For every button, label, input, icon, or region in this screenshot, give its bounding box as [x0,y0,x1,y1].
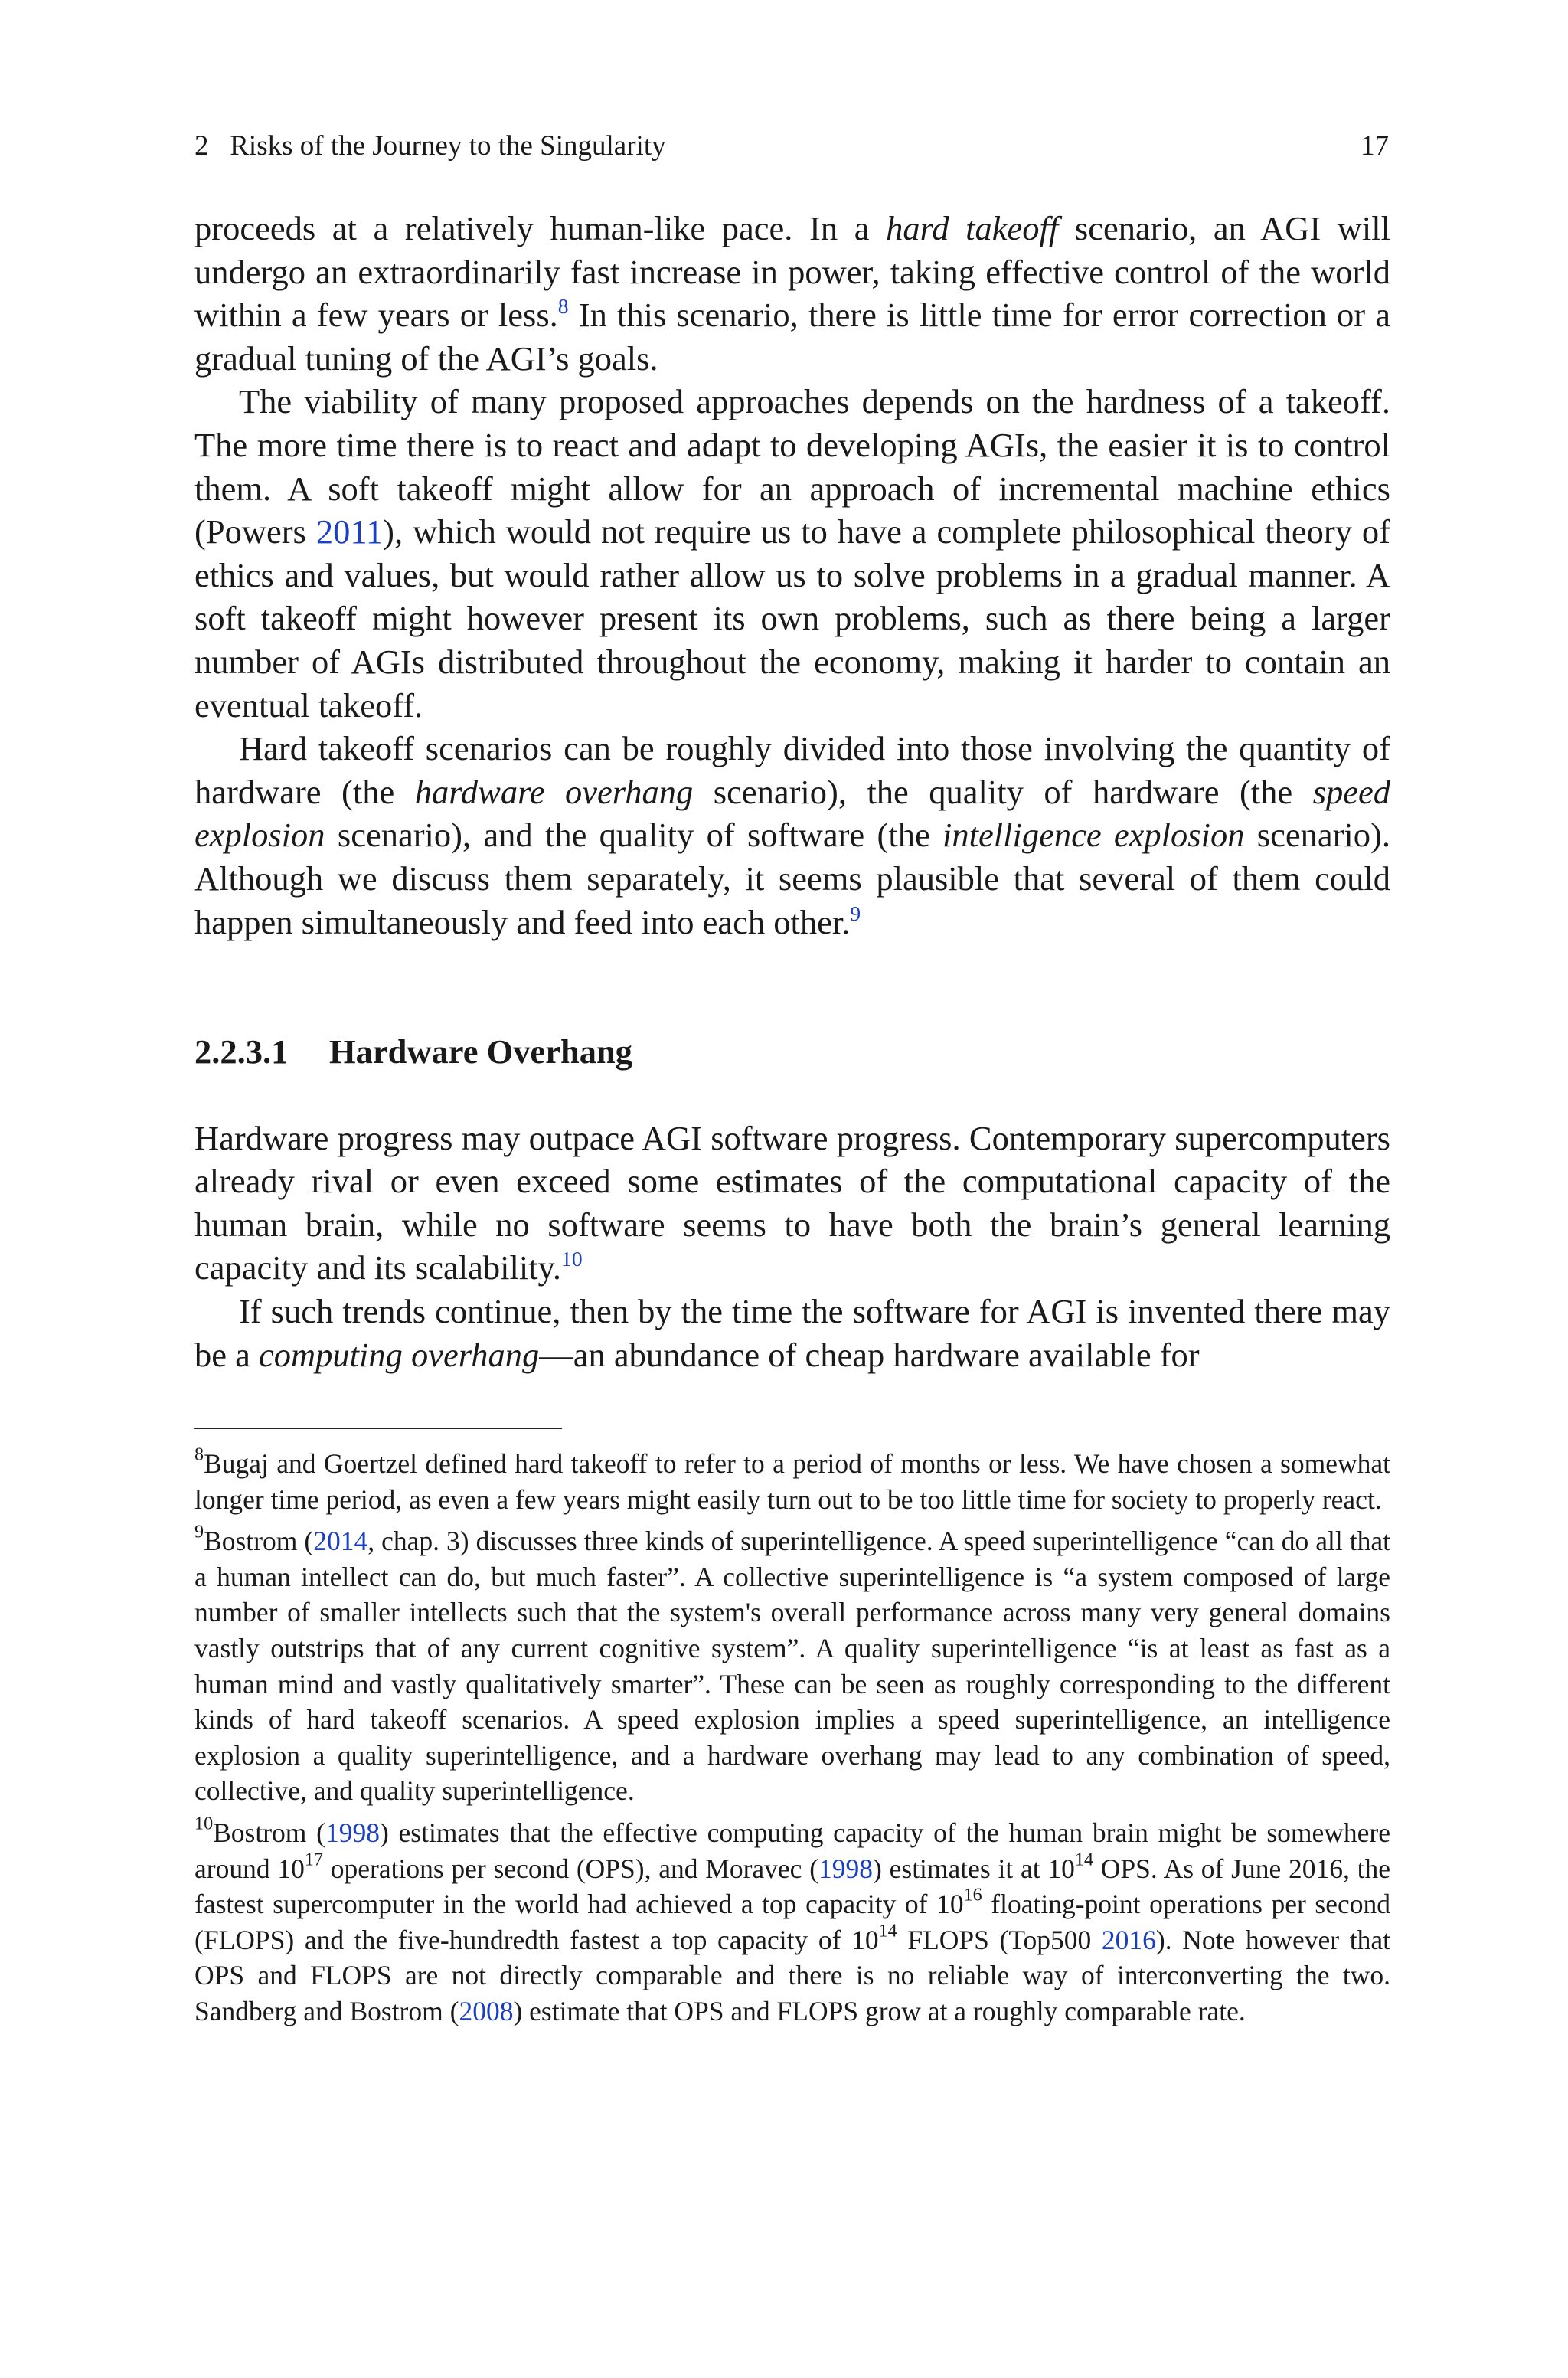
footnote-8 [194,1446,1390,1517]
text-run: The viability of many proposed approaches depends on the hardness of a takeoff. The more time there is to react and adapt to developing AGIs, the easier it is to control them. A soft takeoff might allow for an approach of incremental machine ethics (Powers [194,382,1390,551]
text-run: —an abundance of cheap hardware available for [539,1335,1200,1374]
text-run: FLOPS (Top500 [897,1924,1102,1955]
citation-link-powers-2011[interactable]: 2011 [315,512,384,551]
citation-link-bostrom-2014[interactable]: 2014 [313,1526,368,1557]
text-run: Bugaj and Goertzel defined hard takeoff to refer to a period of months or less. We have chosen a somewhat longer time period, as even a few years might easily turn out to be too little time for society to properly react. [194,1448,1390,1515]
footnote-mark: 9 [194,1521,204,1542]
footnote-mark: 10 [194,1813,214,1834]
section-heading [194,1030,1390,1074]
text-run: Bostrom ( [204,1526,314,1557]
emphasis: hard takeoff [886,209,1059,247]
text-run: If such trends continue, then by the time the software for AGI is invented there may be a [194,1292,1390,1374]
text-run: floating-point operations per second (FLOPS) and the five-hundredth fastest a top capacity of 10 [194,1889,1391,1955]
footnote-ref-9[interactable]: 9 [850,901,861,925]
chapter-number: 2 [194,130,209,162]
citation-link-top500-2016[interactable]: 2016 [1101,1924,1156,1955]
section-number: 2.2.3.1 [194,1032,289,1071]
emphasis: hardware overhang [414,772,694,811]
footnote-10 [194,1815,1390,2030]
text-run: scenario), the quality of hardware (the [693,772,1313,811]
text-run: proceeds at a relatively human-like pace. In a [194,209,887,247]
citation-link-moravec-1998[interactable]: 1998 [818,1853,874,1884]
footnote-mark: 8 [194,1444,204,1465]
text-run: Bostrom ( [213,1817,325,1848]
citation-link-sandberg-bostrom-2008[interactable]: 2008 [459,1995,514,2026]
text-run: ) estimates it at 10 [873,1853,1075,1884]
text-run: ). Note however that OPS and FLOPS are not directly comparable and there is no reliable way of interconverting the two. Sandberg and Bostrom ( [194,1924,1390,2026]
citation-link-bostrom-1998[interactable]: 1998 [325,1817,380,1848]
text-run: ), which would not require us to have a complete philosophical theory of ethics and values, but would rather allow us to solve problems in a gradual manner. A soft takeoff might however present its own problems, such as there being a larger number of AGIs distributed throughout the economy, making it harder to contain an eventual takeoff. [194,512,1391,725]
emphasis: intelligence explosion [942,816,1245,855]
text-run: In this scenario, there is little time for error correction or a gradual tuning of the AGI’s goals. [194,296,1390,378]
footnote-divider [194,1428,562,1429]
paragraph-5 [194,1290,1390,1376]
exponent: 17 [304,1849,323,1870]
footnote-9 [194,1523,1390,1809]
paragraph-4 [194,1117,1390,1290]
emphasis: speed explosion [194,772,1391,855]
main-text [194,207,1390,1376]
text-run: ) estimates that the effective computing capacity of the human brain might be somewhere around 10 [194,1817,1390,1884]
text-run: Hard takeoff scenarios can be roughly divided into those involving the quantity of hardware (the [194,729,1390,811]
text-run: scenario), and the quality of software (the [325,816,943,855]
exponent: 16 [963,1884,982,1905]
paragraph-3 [194,727,1390,944]
running-head-title [194,127,666,165]
chapter-title: Risks of the Journey to the Singularity [230,130,666,162]
section-title: Hardware Overhang [329,1032,632,1071]
exponent: 14 [1074,1849,1093,1870]
text-run: ) estimate that OPS and FLOPS grow at a roughly comparable rate. [513,1995,1246,2026]
page-number: 17 [1361,130,1389,162]
emphasis: computing overhang [259,1335,540,1374]
footnote-ref-8[interactable]: 8 [557,294,569,319]
text-run: operations per second (OPS), and Moravec ( [322,1853,819,1884]
exponent: 14 [878,1920,897,1941]
text-run: scenario). Although we discuss them separately, it seems plausible that several of them could happen simultaneously and feed into each other. [194,816,1390,941]
paragraph-1 [194,207,1390,380]
text-run: OPS. As of June 2016, the fastest supercomputer in the world had achieved a top capacity of 10 [194,1853,1390,1920]
text-run: , chap. 3) discusses three kinds of superintelligence. A speed superintelligence “can do all that a human intellect can do, but much faster”. A collective superintelligence is “a system composed of large number of smaller intellects such that the system's overall performance across many very general domains vastly outstrips that of any current cognitive system”. A quality superintelligence “is at least as fast as a human mind and vastly qualitatively smarter”. These can be seen as roughly corresponding to the different kinds of hard takeoff scenarios. A speed explosion implies a speed superintelligence, an intelligence explosion a quality superintelligence, and a hardware overhang may lead to any combination of speed, collective, and quality superintelligence. [194,1526,1390,1807]
running-head [194,127,1389,165]
footnote-ref-10[interactable]: 10 [561,1247,583,1271]
paragraph-2 [194,380,1390,727]
text-run: Hardware progress may outpace AGI software progress. Contemporary supercomputers already rival or even exceed some estimates of the computational capacity of the human brain, while no software seems to have both the brain’s general learning capacity and its scalability. [194,1118,1390,1287]
footnotes [194,1446,1390,2036]
text-run: scenario, an AGI will undergo an extraordinarily fast increase in power, taking effective control of the world within a few years or less. [194,209,1390,335]
